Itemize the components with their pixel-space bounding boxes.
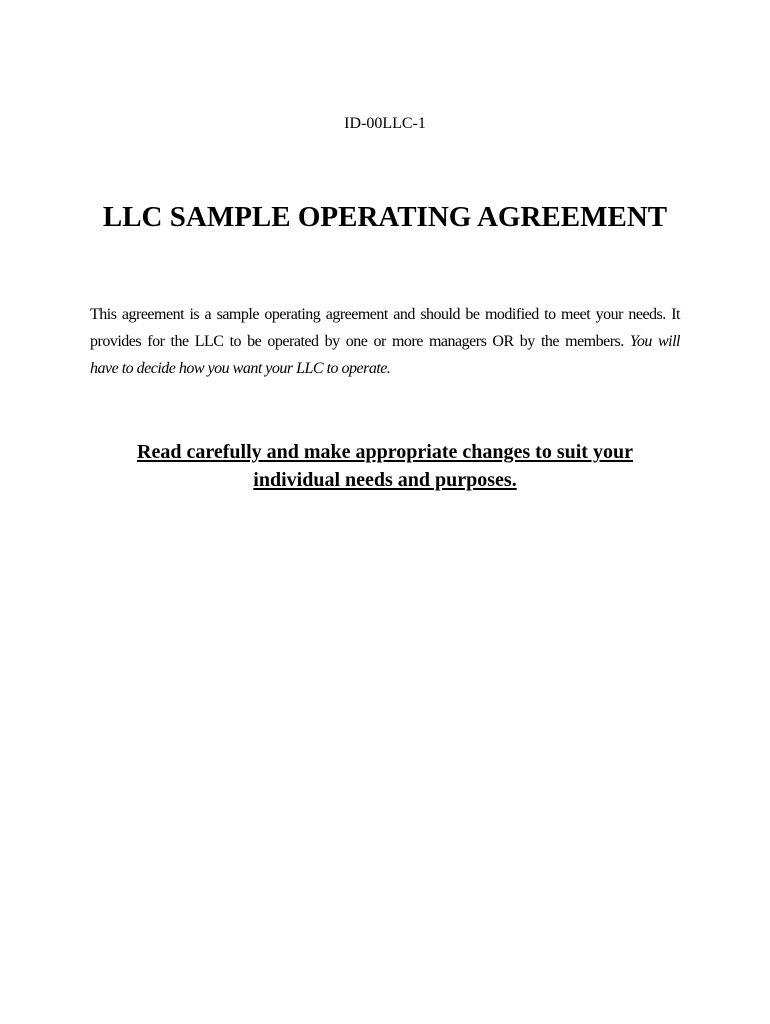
paragraph-line-3 (90, 355, 680, 382)
paragraph-text-italic: have to decide how you want your LLC to operate. (90, 360, 391, 377)
doc-id: ID-00LLC-1 (344, 115, 426, 132)
intro-paragraph (90, 301, 680, 382)
paragraph-line-1 (90, 301, 680, 328)
document-title: LLC SAMPLE OPERATING AGREEMENT (102, 201, 668, 233)
paragraph-text: This agreement is a sample operating agreement and should be modified to meet your needs. It (90, 306, 680, 323)
notice-heading: Read carefully and make appropriate changes to suit your individual needs and purposes. (137, 441, 633, 491)
paragraph-text: provides for the LLC to be operated by one or more managers OR by the members. (90, 333, 630, 350)
paragraph-text-italic: You will (629, 333, 680, 350)
paragraph-line-2 (90, 328, 680, 355)
